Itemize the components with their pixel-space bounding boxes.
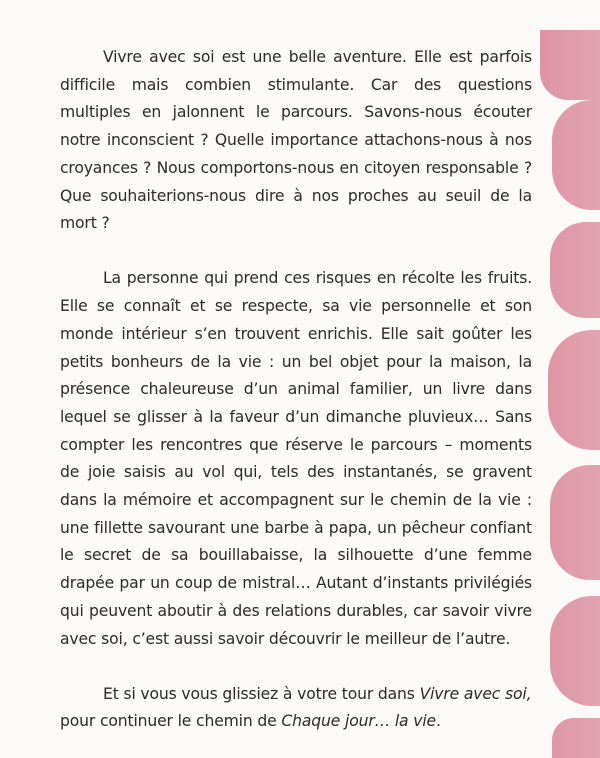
book-title-chaque-jour-part-2: … la vie: [374, 712, 436, 731]
closing-middle-text: pour continuer le chemin de: [60, 712, 282, 731]
paragraph-body: La personne qui prend ces risques en récolte les fruits. Elle se connaît et se respecte, sa vie personnelle et son monde intérieur s’en trouvent enrichis. Elle sait goûter les petits bonheurs de la vie : un bel objet pour la maison, la présence chaleureuse d’un animal familier, un livre dans lequel se glisser à la faveur d’un dimanche pluvieux… Sans compter les rencontres que réserve le parcours – moments de joie saisis au vol qui, tels des instantanés, se gravent dans la mémoire et accompagnent sur le chemin de la vie : une fillette savourant une barbe à papa, un pêcheur confiant le secret de sa bouillabaisse, la silhouette d’une femme drapée par un coup de mistral… Autant d’instants privilégiés qui peuvent aboutir à des relations durables, car savoir vivre avec soi, c’est aussi savoir découvrir le meilleur de l’autre.: [60, 269, 532, 648]
closing-end-punctuation: .: [435, 712, 441, 731]
body-text: [60, 44, 532, 736]
closing-intro-text: Et si vous vous glissiez à votre tour dans: [103, 684, 420, 703]
decorative-letters: [540, 0, 600, 758]
decorative-shade: [540, 0, 600, 758]
book-title-chaque-jour-part-1: Chaque jour: [281, 712, 375, 731]
book-title-chaque-jour: [281, 712, 436, 730]
paragraph-intro: Vivre avec soi est une belle aventure. Elle est parfois difficile mais combien stimulante. Car des questions multiples en jalonnent le parcours. Savons-nous écouter notre inconscient ? Quelle importance attachons-nous à nos croyances ? Nous comportons-nous en citoyen responsable ? Que souhaiterions-nous dire à nos proches au seuil de la mort ?: [60, 48, 532, 233]
book-title-vivre-avec-soi: Vivre avec soi,: [419, 684, 532, 703]
paragraph-closing: [60, 681, 532, 736]
